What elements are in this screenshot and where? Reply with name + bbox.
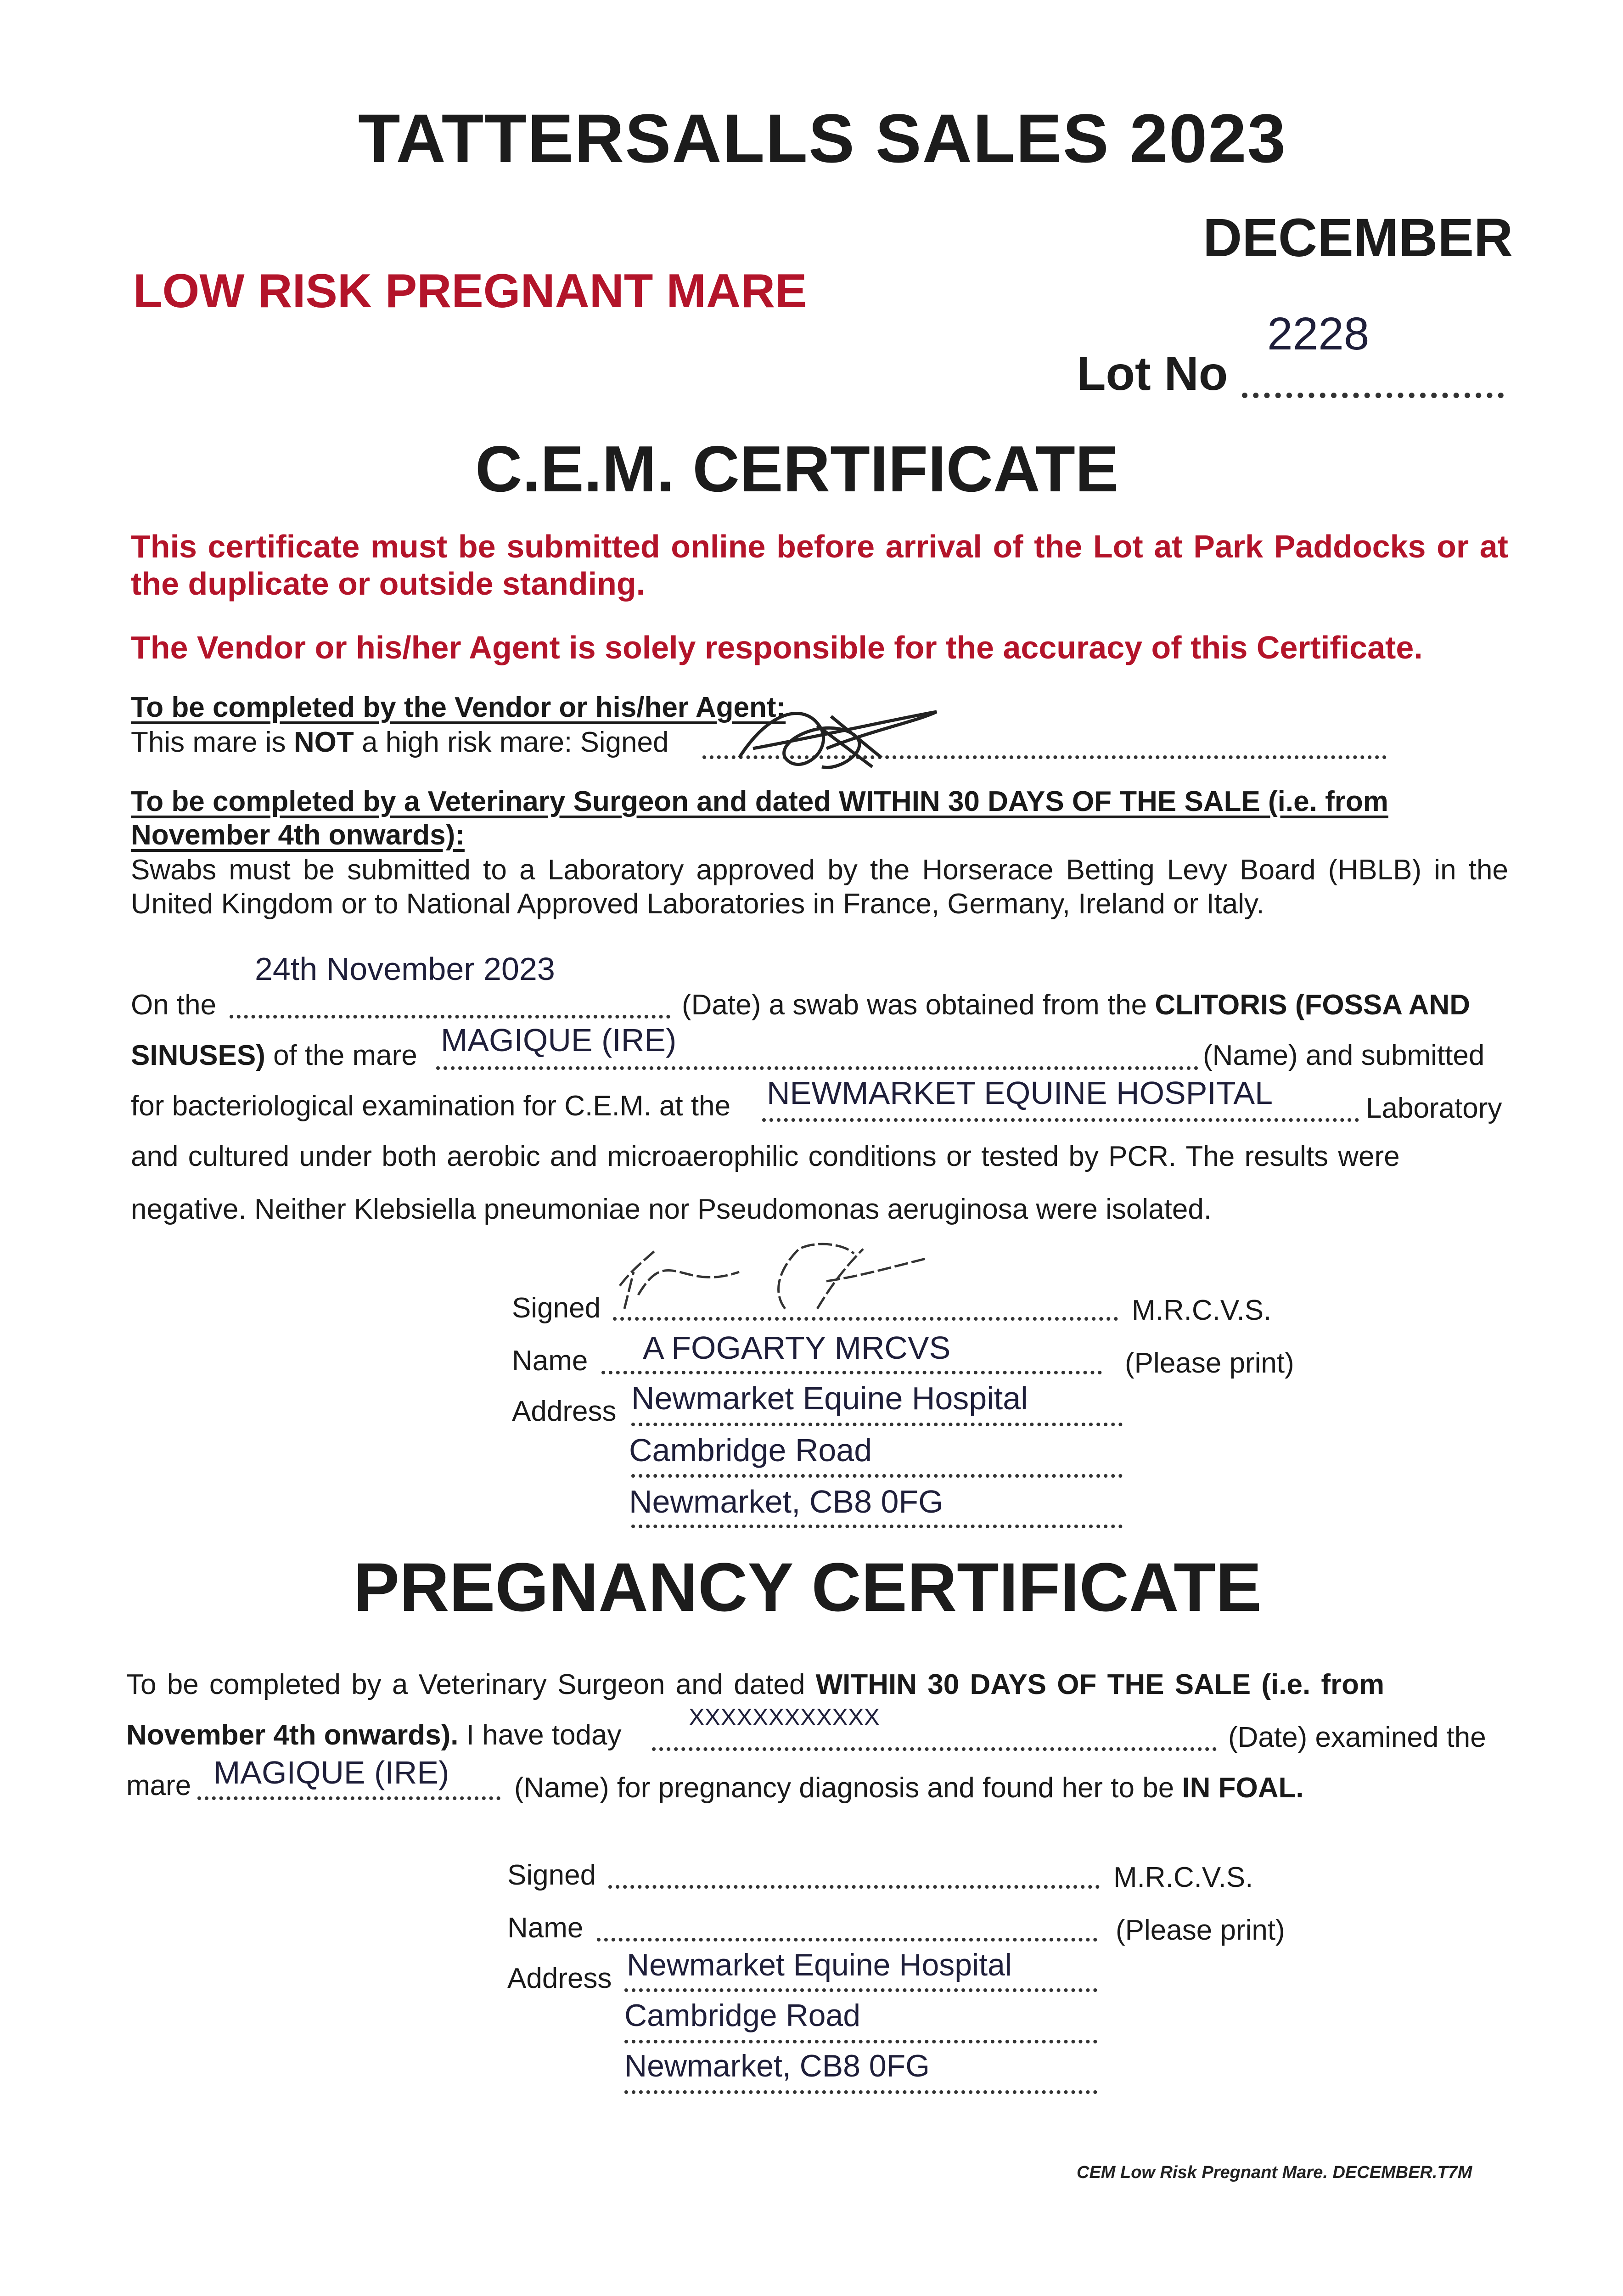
cem-for-bact: for bacteriological examination for C.E.M. at the: [131, 1090, 731, 1122]
cem-mrcvs: M.R.C.V.S.: [1132, 1294, 1272, 1326]
sale-month: DECEMBER: [1203, 208, 1513, 268]
preg-line-1-bold: WITHIN 30 DAYS OF THE SALE (i.e. from: [815, 1669, 1385, 1700]
cem-cultured-text: and cultured under both aerobic and microaerophilic conditions or tested by PCR. The results were: [131, 1141, 1400, 1172]
preg-mare-name-value: MAGIQUE (IRE): [213, 1755, 449, 1790]
cem-please-print: (Please print): [1125, 1347, 1294, 1379]
cem-mare-name-value: MAGIQUE (IRE): [441, 1022, 677, 1058]
preg-address-line-1-rule: [624, 1988, 1097, 1992]
cem-address-line-2: Cambridge Road: [629, 1432, 872, 1468]
swab-lab-note: Swabs must be submitted to a Laboratory approved by the Horserace Betting Levy Board (HBLB) in the United Kingdom or to National Approved Laboratories in France, Germany, Ireland or Italy.: [131, 854, 1508, 920]
preg-signed-line: [608, 1885, 1100, 1889]
cem-mare-name-line: [436, 1066, 1198, 1070]
cem-swab-site: CLITORIS (FOSSA AND: [1155, 989, 1470, 1021]
cem-mare-label: [131, 1038, 417, 1074]
cem-address-line-2-rule: [631, 1474, 1123, 1478]
preg-line-2-pre: I have today: [458, 1719, 622, 1751]
preg-signed-label: Signed: [507, 1859, 596, 1891]
cem-address-line-3: Newmarket, CB8 0FG: [629, 1484, 943, 1519]
vendor-declaration: [131, 725, 669, 760]
preg-line-2-post: (Date) examined the: [1228, 1722, 1486, 1753]
preg-date-value: XXXXXXXXXXXX: [689, 1704, 880, 1731]
pregnancy-heading: PREGNANCY CERTIFICATE: [354, 1548, 1262, 1626]
vendor-section-heading: To be completed by the Vendor or his/her Agent:: [131, 692, 786, 723]
preg-please-print: (Please print): [1116, 1914, 1285, 1946]
preg-address-line-2-rule: [624, 2040, 1097, 2043]
cem-name-label: Name: [512, 1345, 588, 1377]
document-title: TATTERSALLS SALES 2023: [358, 100, 1287, 177]
preg-line-2: [126, 1717, 622, 1753]
preg-address-label: Address: [507, 1963, 612, 1994]
cem-sinuses: SINUSES): [131, 1040, 265, 1071]
cem-vet-signature: [606, 1231, 937, 1322]
cem-date-suffix-text: (Date) a swab was obtained from the: [682, 989, 1155, 1021]
cem-date-suffix: [682, 987, 1470, 1023]
cem-address-line-3-rule: [631, 1525, 1123, 1528]
preg-line-1: [126, 1667, 1384, 1703]
cem-of-the-mare: of the mare: [265, 1040, 417, 1071]
vet-section-heading-1: To be completed by a Veterinary Surgeon and dated WITHIN 30 DAYS OF THE SALE (i.e. from: [131, 786, 1388, 817]
cem-name-submitted: (Name) and submitted: [1203, 1040, 1485, 1071]
cem-signed-label: Signed: [512, 1292, 601, 1324]
cem-name-line: [601, 1371, 1102, 1374]
preg-mare-label: mare: [126, 1770, 191, 1801]
cem-negative-text: negative. Neither Klebsiella pneumoniae nor Pseudomonas aeruginosa were isolated.: [131, 1193, 1212, 1225]
vendor-declaration-pre: This mare is: [131, 726, 294, 758]
certificate-category: LOW RISK PREGNANT MARE: [133, 264, 807, 318]
cem-on-the: On the: [131, 989, 217, 1021]
preg-name-line: [597, 1938, 1097, 1941]
preg-address-line-3-rule: [624, 2090, 1097, 2094]
cem-warning-responsibility: The Vendor or his/her Agent is solely responsible for the accuracy of this Certificate.: [131, 630, 1423, 665]
preg-address-line-1: Newmarket Equine Hospital: [627, 1947, 1012, 1982]
cem-warning-submission: This certificate must be submitted online before arrival of the Lot at Park Paddocks or at the duplicate or outside standing.: [131, 529, 1508, 602]
cem-vet-name-value: A FOGARTY MRCVS: [643, 1330, 951, 1366]
vendor-signature: [735, 689, 946, 790]
cem-laboratory: Laboratory: [1366, 1092, 1502, 1124]
vet-section-heading-2: November 4th onwards):: [131, 819, 465, 851]
preg-line-3: [514, 1770, 1304, 1806]
preg-address-line-3: Newmarket, CB8 0FG: [624, 2048, 930, 2083]
cem-address-line-1: Newmarket Equine Hospital: [631, 1380, 1028, 1416]
vendor-declaration-post: a high risk mare: Signed: [354, 726, 669, 758]
preg-name-label: Name: [507, 1912, 584, 1944]
lot-number-value: 2228: [1267, 308, 1370, 360]
cem-signed-line: [613, 1317, 1118, 1321]
preg-address-line-2: Cambridge Road: [624, 1998, 861, 2033]
lot-number-label: Lot No: [1077, 347, 1228, 400]
cem-address-label: Address: [512, 1396, 617, 1427]
cem-date-value: 24th November 2023: [255, 951, 555, 987]
cem-address-line-1-rule: [631, 1423, 1123, 1426]
preg-in-foal: IN FOAL.: [1182, 1772, 1304, 1804]
cem-date-line: [230, 1015, 670, 1019]
lot-number-line: [1242, 393, 1504, 398]
preg-date-line: [652, 1747, 1217, 1751]
preg-mare-name-line: [197, 1796, 500, 1800]
vendor-declaration-not: NOT: [293, 726, 354, 758]
preg-line-1-pre: To be completed by a Veterinary Surgeon and dated: [126, 1669, 816, 1700]
preg-line-2-bold: November 4th onwards).: [126, 1719, 459, 1751]
cem-lab-name-line: [762, 1118, 1359, 1122]
preg-mrcvs: M.R.C.V.S.: [1113, 1862, 1253, 1893]
preg-line-3-post: (Name) for pregnancy diagnosis and found her to be: [514, 1772, 1182, 1804]
cem-heading: C.E.M. CERTIFICATE: [475, 433, 1119, 506]
cem-lab-name-value: NEWMARKET EQUINE HOSPITAL: [767, 1075, 1273, 1111]
footer-form-code: CEM Low Risk Pregnant Mare. DECEMBER.T7M: [1077, 2163, 1472, 2182]
